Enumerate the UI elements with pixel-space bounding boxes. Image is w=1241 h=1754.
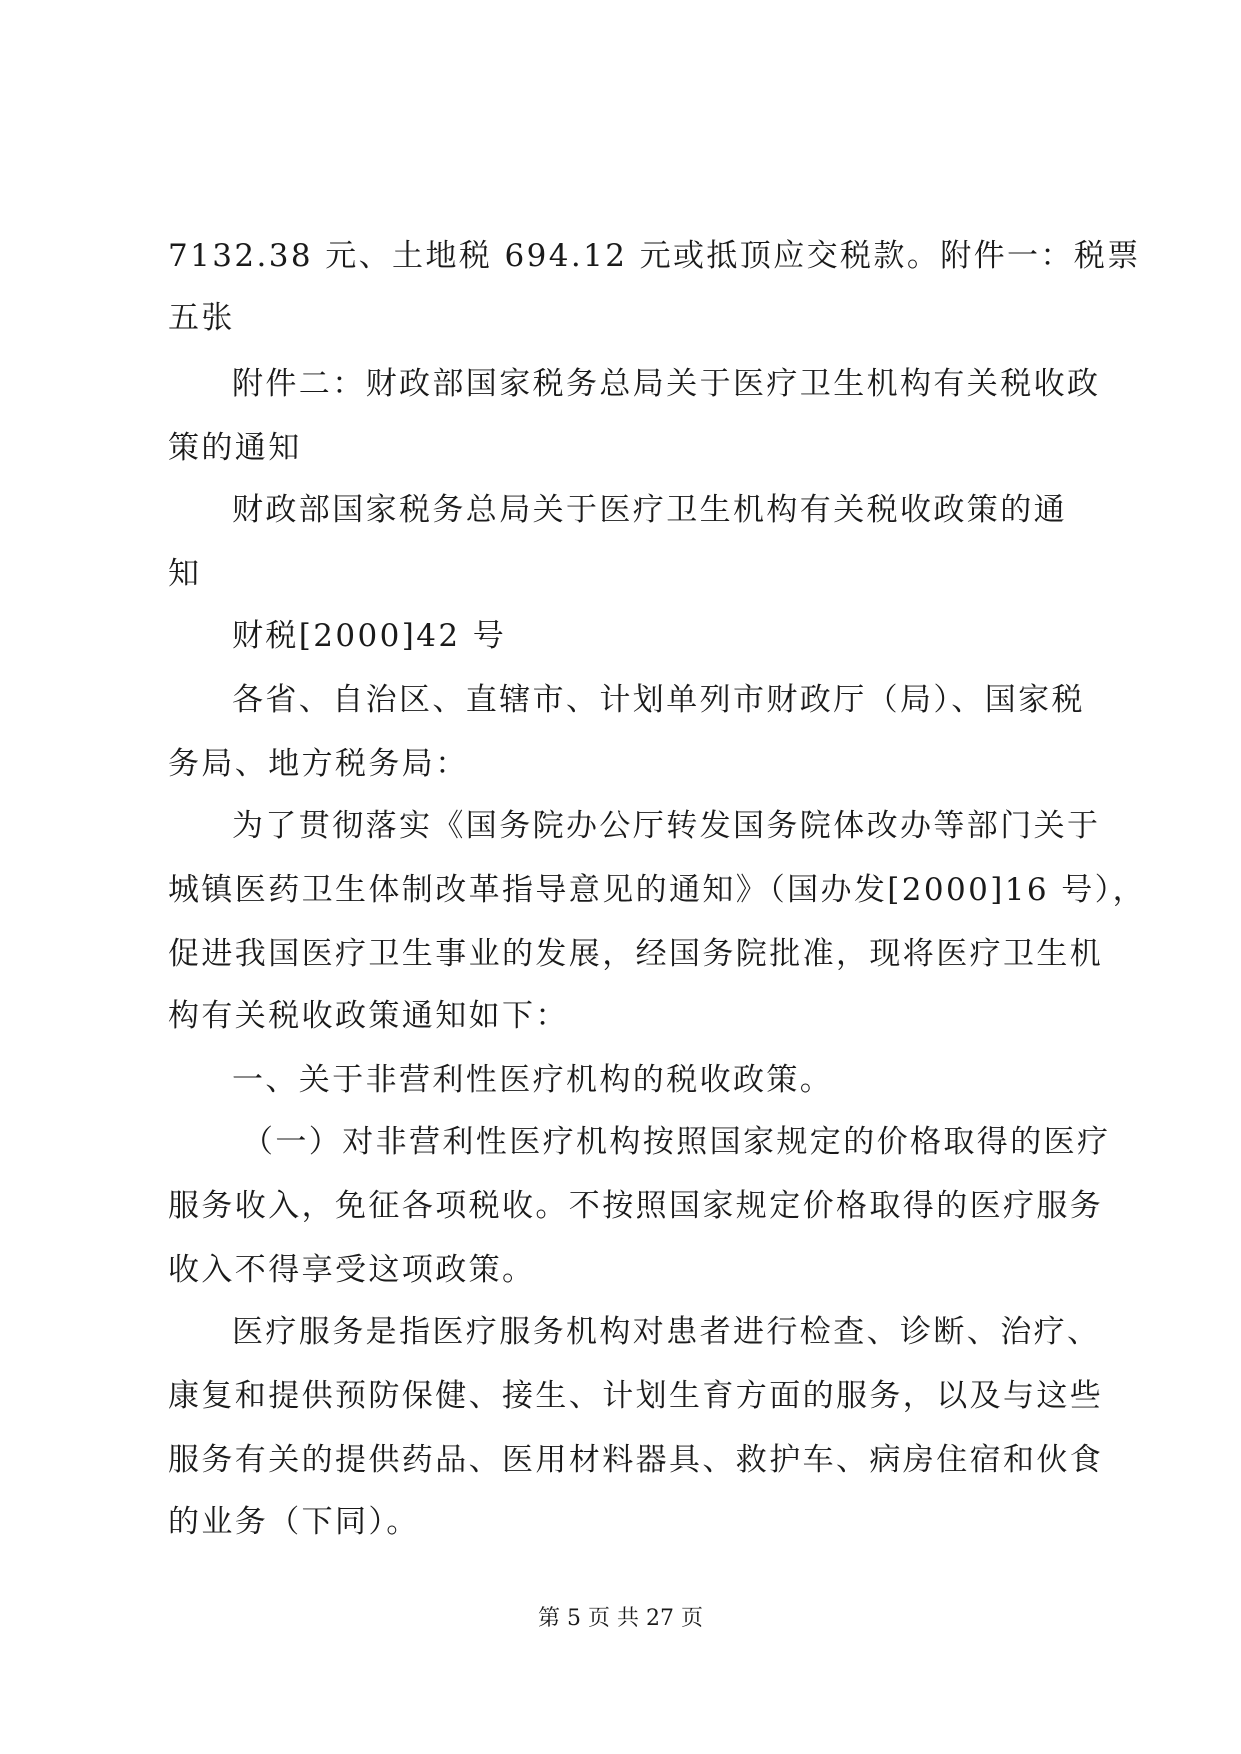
text-line: 的业务（下同）。 <box>168 1504 420 1540</box>
text-line: 构有关税收政策通知如下： <box>168 998 569 1034</box>
document-number: 财税[2000]42 号 <box>232 618 507 654</box>
paragraph-start: 各省、自治区、直辖市、计划单列市财政厅（局）、国家税 <box>232 682 1085 718</box>
paragraph-start: 附件二：财政部国家税务总局关于医疗卫生机构有关税收政 <box>232 366 1101 402</box>
text-line: 收入不得享受这项政策。 <box>168 1252 536 1288</box>
paragraph-start: 财政部国家税务总局关于医疗卫生机构有关税收政策的通 <box>232 492 1067 528</box>
page-number-footer: 第 5 页 共 27 页 <box>538 1606 703 1631</box>
text-line: 知 <box>168 556 202 592</box>
text-line: 城镇医药卫生体制改革指导意见的通知》（国办发[2000]16 号）， <box>168 872 1146 908</box>
text-line: 促进我国医疗卫生事业的发展，经国务院批准，现将医疗卫生机 <box>168 936 1104 972</box>
paragraph-start: （一）对非营利性医疗机构按照国家规定的价格取得的医疗 <box>242 1124 1111 1160</box>
text-line: 五张 <box>168 300 235 336</box>
paragraph-start: 医疗服务是指医疗服务机构对患者进行检查、诊断、治疗、 <box>232 1314 1101 1350</box>
text-line: 服务收入，免征各项税收。不按照国家规定价格取得的医疗服务 <box>168 1188 1104 1224</box>
text-line: 7132.38 元、土地税 694.12 元或抵顶应交税款。附件一：税票 <box>168 238 1141 274</box>
text-line: 务局、地方税务局： <box>168 746 469 782</box>
text-line: 服务有关的提供药品、医用材料器具、救护车、病房住宿和伙食 <box>168 1442 1104 1478</box>
text-line: 策的通知 <box>168 430 302 466</box>
section-heading: 一、关于非营利性医疗机构的税收政策。 <box>232 1062 834 1098</box>
text-line: 康复和提供预防保健、接生、计划生育方面的服务，以及与这些 <box>168 1378 1104 1414</box>
paragraph-start: 为了贯彻落实《国务院办公厅转发国务院体改办等部门关于 <box>232 808 1101 844</box>
